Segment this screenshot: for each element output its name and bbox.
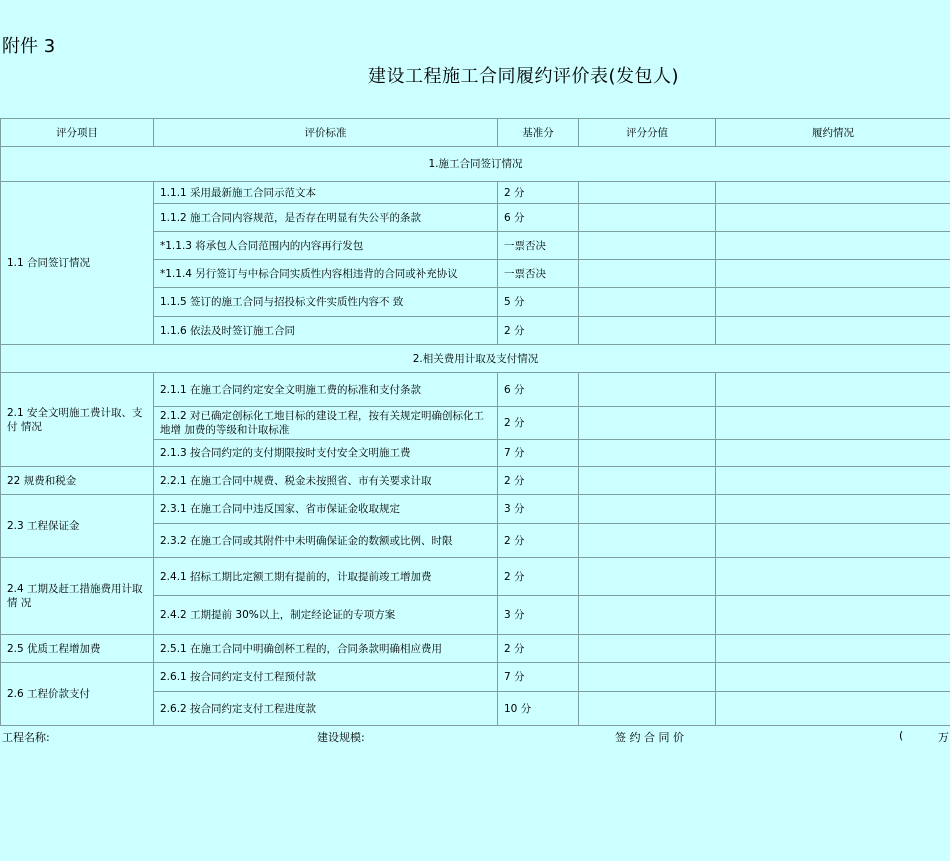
performance-cell[interactable] <box>716 692 950 726</box>
evaluation-table <box>0 118 950 726</box>
col-header-score-value: 评分分值 <box>579 119 716 147</box>
base-score-cell: 2 分 <box>498 317 579 345</box>
section-title: 2.相关费用计取及支付情况 <box>1 345 950 373</box>
table-row <box>1 182 950 204</box>
base-score-cell: 一票否决 <box>498 232 579 260</box>
base-score-cell: 6 分 <box>498 373 579 407</box>
base-score-cell: 7 分 <box>498 663 579 692</box>
performance-cell[interactable] <box>716 232 950 260</box>
performance-cell[interactable] <box>716 317 950 345</box>
col-header-base-score: 基准分 <box>498 119 579 147</box>
performance-cell[interactable] <box>716 495 950 524</box>
score-value-cell[interactable] <box>579 317 716 345</box>
paren-open: ( <box>899 729 904 742</box>
item-cell: 2.3 工程保证金 <box>1 495 154 558</box>
col-header-criteria: 评价标准 <box>154 119 498 147</box>
base-score-cell: 10 分 <box>498 692 579 726</box>
score-value-cell[interactable] <box>579 373 716 407</box>
item-cell: 2.4 工期及赶工措施费用计取情 况 <box>1 558 154 635</box>
section-row <box>1 147 950 182</box>
section-row <box>1 345 950 373</box>
score-value-cell[interactable] <box>579 440 716 467</box>
base-score-cell: 一票否决 <box>498 260 579 288</box>
criteria-cell: 2.6.2 按合同约定支付工程进度款 <box>154 692 498 726</box>
page-title: 建设工程施工合同履约评价表(发包人) <box>368 66 680 87</box>
criteria-cell: 2.6.1 按合同约定支付工程预付款 <box>154 663 498 692</box>
score-value-cell[interactable] <box>579 232 716 260</box>
score-value-cell[interactable] <box>579 596 716 635</box>
base-score-cell: 2 分 <box>498 407 579 440</box>
scale-label: 建设规模: <box>317 731 365 744</box>
attachment-label: 附件 3 <box>2 36 56 57</box>
table-row <box>1 467 950 495</box>
score-value-cell[interactable] <box>579 182 716 204</box>
criteria-cell: 2.4.2 工期提前 30%以上，制定经论证的专项方案 <box>154 596 498 635</box>
performance-cell[interactable] <box>716 182 950 204</box>
footer-fields <box>0 729 950 745</box>
table-row <box>1 558 950 596</box>
criteria-cell: *1.1.3 将承包人合同范围内的内容再行发包 <box>154 232 498 260</box>
criteria-cell: 2.2.1 在施工合同中规费、税金未按照省、市有关要求计取 <box>154 467 498 495</box>
performance-cell[interactable] <box>716 596 950 635</box>
score-value-cell[interactable] <box>579 260 716 288</box>
item-cell: 2.6 工程价款支付 <box>1 663 154 726</box>
performance-cell[interactable] <box>716 288 950 317</box>
col-header-performance: 履约情况 <box>716 119 950 147</box>
unit-label: 万 <box>938 731 949 744</box>
score-value-cell[interactable] <box>579 635 716 663</box>
base-score-cell: 7 分 <box>498 440 579 467</box>
criteria-cell: 1.1.6 依法及时签订施工合同 <box>154 317 498 345</box>
base-score-cell: 2 分 <box>498 558 579 596</box>
criteria-cell: 1.1.2 施工合同内容规范，是否存在明显有失公平的条款 <box>154 204 498 232</box>
performance-cell[interactable] <box>716 663 950 692</box>
base-score-cell: 3 分 <box>498 495 579 524</box>
table-row <box>1 635 950 663</box>
score-value-cell[interactable] <box>579 495 716 524</box>
performance-cell[interactable] <box>716 524 950 558</box>
criteria-cell: 2.1.1 在施工合同约定安全文明施工费的标准和支付条款 <box>154 373 498 407</box>
performance-cell[interactable] <box>716 407 950 440</box>
criteria-cell: 2.4.1 招标工期比定额工期有提前的，计取提前竣工增加费 <box>154 558 498 596</box>
performance-cell[interactable] <box>716 558 950 596</box>
score-value-cell[interactable] <box>579 407 716 440</box>
score-value-cell[interactable] <box>579 663 716 692</box>
item-cell: 22 规费和税金 <box>1 467 154 495</box>
item-cell: 2.1 安全文明施工费计取、支付 情况 <box>1 373 154 467</box>
project-name-label: 工程名称: <box>2 731 50 744</box>
performance-cell[interactable] <box>716 635 950 663</box>
performance-cell[interactable] <box>716 440 950 467</box>
performance-cell[interactable] <box>716 204 950 232</box>
criteria-cell: 1.1.5 签订的施工合同与招投标文件实质性内容不 致 <box>154 288 498 317</box>
base-score-cell: 2 分 <box>498 182 579 204</box>
score-value-cell[interactable] <box>579 204 716 232</box>
table-row <box>1 495 950 524</box>
col-header-item: 评分项目 <box>1 119 154 147</box>
criteria-cell: 2.3.2 在施工合同或其附件中未明确保证金的数额或比例、时限 <box>154 524 498 558</box>
performance-cell[interactable] <box>716 373 950 407</box>
performance-cell[interactable] <box>716 467 950 495</box>
table-header-row <box>1 119 950 147</box>
table-row <box>1 663 950 692</box>
criteria-cell: 2.3.1 在施工合同中违反国家、省市保证金收取规定 <box>154 495 498 524</box>
item-cell: 2.5 优质工程增加费 <box>1 635 154 663</box>
section-title: 1.施工合同签订情况 <box>1 147 950 182</box>
base-score-cell: 2 分 <box>498 524 579 558</box>
base-score-cell: 5 分 <box>498 288 579 317</box>
item-cell: 1.1 合同签订情况 <box>1 182 154 345</box>
base-score-cell: 2 分 <box>498 635 579 663</box>
criteria-cell: 2.1.2 对已确定创标化工地目标的建设工程，按有关规定明确创标化工地增 加费的等级和计取标准 <box>154 407 498 440</box>
score-value-cell[interactable] <box>579 288 716 317</box>
score-value-cell[interactable] <box>579 558 716 596</box>
criteria-cell: *1.1.4 另行签订与中标合同实质性内容相违背的合同或补充协议 <box>154 260 498 288</box>
score-value-cell[interactable] <box>579 467 716 495</box>
score-value-cell[interactable] <box>579 524 716 558</box>
criteria-cell: 2.5.1 在施工合同中明确创杯工程的，合同条款明确相应费用 <box>154 635 498 663</box>
criteria-cell: 2.1.3 按合同约定的支付期限按时支付安全文明施工费 <box>154 440 498 467</box>
base-score-cell: 2 分 <box>498 467 579 495</box>
criteria-cell: 1.1.1 采用最新施工合同示范文本 <box>154 182 498 204</box>
contract-price-label: 签 约 合 同 价 <box>615 731 684 744</box>
table-row <box>1 373 950 407</box>
base-score-cell: 3 分 <box>498 596 579 635</box>
performance-cell[interactable] <box>716 260 950 288</box>
score-value-cell[interactable] <box>579 692 716 726</box>
base-score-cell: 6 分 <box>498 204 579 232</box>
